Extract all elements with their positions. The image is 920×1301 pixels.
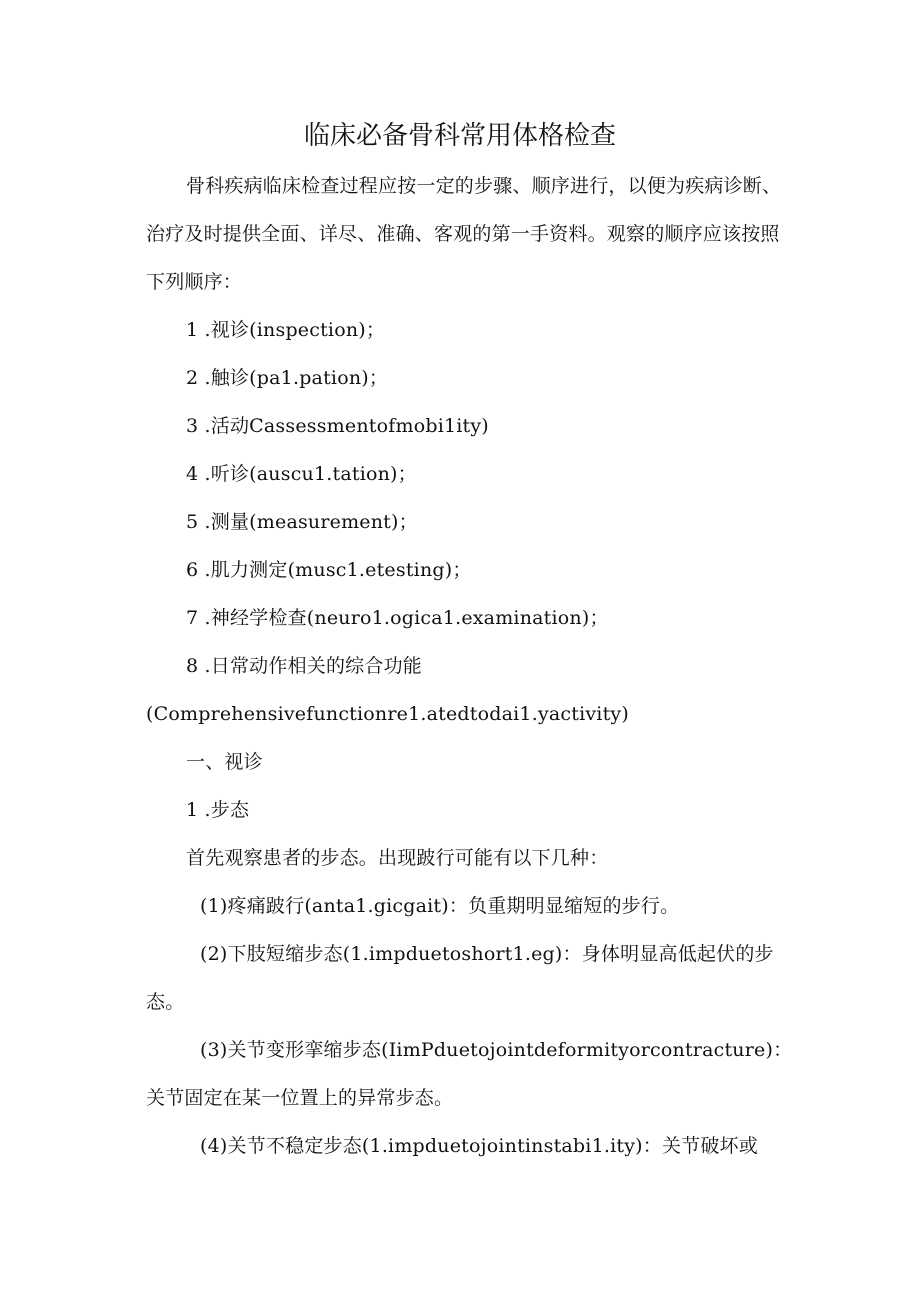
order-list-item-1: 1 .视诊(inspection)； bbox=[186, 319, 386, 341]
order-list-item-2: 2 .触诊(pa1.pation)； bbox=[186, 367, 389, 389]
order-list-item-4: 4 .听诊(auscu1.tation)； bbox=[186, 463, 417, 485]
gait-type-4-line-1: (4)关节不稳定步态(1.impduetojointinstabi1.ity)：关节破坏或 bbox=[200, 1135, 758, 1157]
order-list-item-8: 8 .日常动作相关的综合功能 bbox=[186, 655, 422, 677]
intro-paragraph-line-2: 治疗及时提供全面、详尽、准确、客观的第一手资料。观察的顺序应该按照 bbox=[146, 223, 780, 245]
gait-type-1: (1)疼痛跛行(anta1.gicgait)：负重期明显缩短的步行。 bbox=[200, 895, 680, 917]
gait-intro-text: 首先观察患者的步态。出现跛行可能有以下几种： bbox=[186, 847, 609, 869]
intro-paragraph-line-1: 骨科疾病临床检查过程应按一定的步骤、顺序进行，以便为疾病诊断、 bbox=[186, 175, 782, 197]
section-heading-inspection: 一、视诊 bbox=[186, 751, 263, 773]
order-list-item-6: 6 .肌力测定(musc1.etesting)； bbox=[186, 559, 472, 581]
intro-paragraph-line-3: 下列顺序： bbox=[146, 271, 243, 293]
order-list-item-5: 5 .测量(measurement)； bbox=[186, 511, 418, 533]
order-list-item-8-continuation: (Comprehensivefunctionre1.atedtodai1.yactivity) bbox=[146, 703, 629, 725]
gait-type-3-line-1: (3)关节变形挛缩步态(IimPduetojointdeformityorcontracture)： bbox=[200, 1039, 793, 1061]
order-list-item-3: 3 .活动Cassessmentofmobi1ity) bbox=[186, 415, 489, 437]
gait-type-2-line-1: (2)下肢短缩步态(1.impduetoshort1.eg)：身体明显高低起伏的步 bbox=[200, 943, 774, 965]
order-list-item-7: 7 .神经学检查(neuro1.ogica1.examination)； bbox=[186, 607, 609, 629]
document-title: 临床必备骨科常用体格检查 bbox=[303, 121, 616, 151]
gait-type-2-line-2: 态。 bbox=[146, 991, 185, 1013]
gait-type-3-line-2: 关节固定在某一位置上的异常步态。 bbox=[146, 1087, 454, 1109]
subsection-heading-gait: 1 .步态 bbox=[186, 799, 250, 821]
